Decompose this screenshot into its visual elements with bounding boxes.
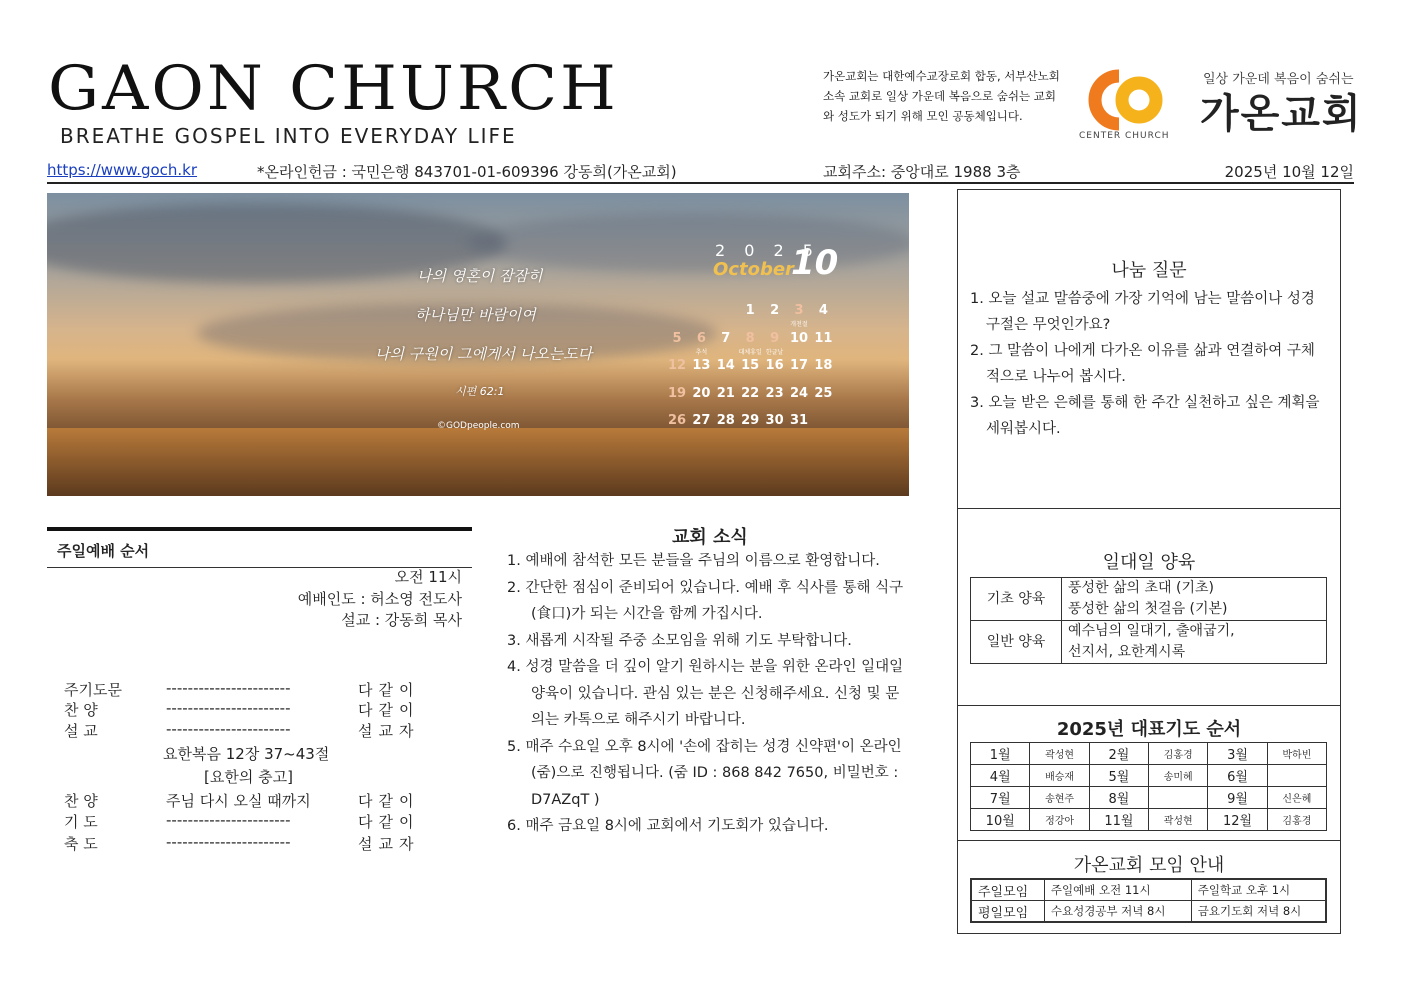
table-cell: 기초 양육 (971, 578, 1062, 621)
prayer-month: 12월 (1208, 809, 1267, 831)
order-item-content: 주님 다시 오실 때까지 (166, 792, 311, 810)
cell-line: 풍성한 삶의 초대 (기초) (1068, 580, 1214, 596)
church-title: GAON CHURCH (48, 53, 619, 125)
cell-line: 선지서, 요한계시록 (1068, 644, 1186, 660)
calendar-day: 28 (716, 413, 735, 428)
calendar-day: 6 (696, 330, 706, 346)
order-item-role: 설교자 (358, 722, 420, 740)
worship-time: 오전 11시 (394, 568, 462, 586)
news-item: 4. 성경 말씀을 더 깊이 알기 원하시는 분을 위한 온라인 일대일 양육이 있습니다. 관심 있는 분은 신청해주세요. 신청 및 문의는 카톡으로 해주시기 바랍니다. (507, 659, 904, 728)
calendar-day: 9 (770, 330, 780, 346)
calendar-day: 25 (814, 385, 833, 401)
calendar-day: 20 (692, 385, 711, 401)
calendar-month-number: 10 (791, 243, 839, 283)
order-item-role: 다같이 (358, 813, 420, 831)
divider (958, 705, 1340, 706)
order-item-label: 찬 양 (64, 701, 98, 719)
image-credit: ©GODpeople.com (437, 421, 520, 431)
table-cell (1062, 578, 1327, 621)
prayer-name: 김홍경 (1267, 809, 1326, 831)
calendar-day: 24 (789, 385, 809, 401)
question-item: 2. 그 말씀이 나에게 다가온 이유를 삶과 연결하여 구체적으로 나누어 봅시다. (970, 343, 1315, 385)
calendar-day: 17 (789, 358, 809, 373)
calendar-day: 10 (789, 330, 809, 346)
table-row (971, 578, 1327, 621)
prayer-month: 5월 (1089, 765, 1148, 787)
prayer-name: 신은혜 (1267, 787, 1326, 809)
calendar-month: October (713, 259, 794, 280)
website-link[interactable]: https://www.goch.kr (47, 161, 198, 179)
calendar-day: 13 (692, 358, 711, 373)
table-row (971, 879, 1326, 901)
prayer-month: 8월 (1089, 787, 1148, 809)
logo-caption: CENTER CHURCH (1079, 131, 1170, 141)
calendar-day: 15 (741, 358, 760, 373)
calendar-holiday-note: 한글날 (765, 348, 784, 356)
calendar-day: 21 (716, 385, 735, 401)
prayer-table (970, 742, 1327, 831)
order-item-label: 찬 양 (64, 792, 98, 810)
logo-tagline: 일상 가운데 복음이 숨쉬는 (1203, 72, 1354, 87)
church-intro: 가온교회는 대한예수교장로회 합동, 서부산노회 소속 교회로 일상 가운데 복음으로 숨쉬는 교회와 성도가 되기 위해 모인 공동체입니다. (823, 69, 1060, 123)
verse-line-1: 나의 영혼이 잠잠히 (417, 267, 543, 285)
discipleship-table (970, 577, 1327, 664)
calendar-day: 12 (667, 358, 687, 373)
table-row (971, 787, 1327, 809)
prayer-month: 2월 (1089, 743, 1148, 765)
cell-line: 풍성한 삶의 첫걸음 (기본) (1068, 601, 1228, 617)
order-item-content: ----------------------- (166, 833, 291, 851)
prayer-name: 송현주 (1030, 787, 1089, 809)
meeting-type: 주일모임 (971, 879, 1044, 901)
discipleship-title: 일대일 양육 (1102, 552, 1196, 573)
prayer-month: 4월 (971, 765, 1030, 787)
calendar-day: 11 (814, 330, 833, 346)
order-item-content: ----------------------- (166, 679, 291, 697)
church-address: 교회주소: 중앙대로 1988 3층 (823, 163, 1021, 181)
meeting-detail: 수요성경공부 저녁 8시 (1044, 901, 1191, 923)
news-item: 5. 매주 수요일 오후 8시에 '손에 잡히는 성경 신약편'이 온라인(줌)으로 진행됩니다. (줌 ID : 868 842 7650, 비밀번호 : D7AZqT ) (507, 738, 902, 808)
meeting-type: 평일모임 (971, 901, 1044, 923)
calendar-day: 30 (765, 413, 784, 428)
prayer-month: 10월 (971, 809, 1030, 831)
prayer-month: 1월 (971, 743, 1030, 765)
worship-leader: 예배인도 : 허소영 전도사 (297, 590, 462, 608)
calendar-holiday-note: 추석 (695, 348, 708, 356)
calendar-day: 26 (667, 413, 687, 428)
prayer-name: 박하빈 (1267, 743, 1326, 765)
calendar-day: 5 (672, 330, 682, 346)
order-item-role: 다같이 (358, 681, 420, 699)
right-panel (957, 189, 1341, 934)
scripture-reference: 요한복음 12장 37~43절 (163, 745, 330, 763)
verse-line-3: 나의 구원이 그에게서 나오는도다 (375, 345, 593, 363)
news-item: 3. 새롭게 시작될 주중 소모임을 위해 기도 부탁합니다. (507, 632, 852, 649)
calendar-day: 18 (814, 358, 833, 373)
worship-order-title: 주일예배 순서 (57, 542, 150, 560)
order-item-label: 축 도 (64, 835, 98, 853)
calendar-day: 4 (818, 303, 828, 318)
order-item-role: 다같이 (358, 792, 420, 810)
worship-order-header (47, 527, 472, 568)
prayer-month: 9월 (1208, 787, 1267, 809)
prayer-title: 2025년 대표기도 순서 (1056, 719, 1242, 740)
calendar-day: 3 (794, 303, 804, 318)
calendar-day: 27 (692, 413, 711, 428)
divider (958, 508, 1340, 509)
order-item-role: 설교자 (358, 835, 420, 853)
table-row (971, 743, 1327, 765)
sermon-title: [요한의 충고] (204, 768, 293, 786)
calendar-day: 29 (741, 413, 760, 428)
cell-line: 예수님의 일대기, 출애굽기, (1068, 623, 1235, 639)
prayer-name: 송미혜 (1149, 765, 1208, 787)
news-list (507, 548, 912, 840)
news-item: 1. 예배에 참석한 모든 분들을 주님의 이름으로 환영합니다. (507, 553, 880, 569)
prayer-name: 김홍경 (1149, 743, 1208, 765)
meeting-detail: 금요기도회 저녁 8시 (1191, 901, 1326, 923)
verse-line-2: 하나님만 바람이여 (415, 306, 536, 324)
table-row (971, 809, 1327, 831)
offering-info: *온라인헌금 : 국민은행 843701-01-609396 강동희(가온교회) (257, 163, 677, 181)
prayer-month: 11월 (1089, 809, 1148, 831)
calendar-day: 31 (789, 413, 809, 428)
question-item: 3. 오늘 받은 은혜를 통해 한 주간 실천하고 싶은 계획을 세워봅시다. (970, 395, 1320, 437)
calendar-day: 2 (770, 303, 780, 318)
bulletin-date: 2025년 10월 12일 (1224, 163, 1354, 181)
logo-name: 가온교회 (1200, 91, 1363, 137)
order-item-content: ----------------------- (166, 811, 291, 829)
news-title: 교회 소식 (672, 527, 748, 548)
meeting-detail: 주일학교 오후 1시 (1191, 879, 1326, 901)
questions-title: 나눔 질문 (1111, 260, 1187, 281)
calendar-day: 14 (716, 358, 735, 373)
questions-list (970, 286, 1326, 442)
table-cell: 일반 양육 (971, 621, 1062, 664)
prayer-name: 정강아 (1030, 809, 1089, 831)
calendar-year: 2 0 2 5 (715, 241, 820, 260)
calendar-holiday-note: 대체휴일 (738, 348, 762, 356)
prayer-month: 3월 (1208, 743, 1267, 765)
table-cell (1062, 621, 1327, 664)
calendar-day: 8 (745, 330, 755, 346)
verse-reference: 시편 62:1 (455, 385, 505, 398)
news-item: 2. 간단한 점심이 준비되어 있습니다. 예배 후 식사를 통해 식구(食口)가 되는 시간을 함께 가집시다. (507, 579, 904, 622)
calendar-day: 22 (741, 385, 760, 401)
meetings-title: 가온교회 모임 안내 (1073, 855, 1225, 876)
calendar-day: 19 (667, 385, 687, 401)
order-item-role: 다같이 (358, 701, 420, 719)
calendar-day: 23 (765, 385, 784, 401)
order-item-content: ----------------------- (166, 699, 291, 717)
order-item-label: 기 도 (64, 813, 98, 831)
meeting-detail: 주일예배 오전 11시 (1044, 879, 1191, 901)
worship-preacher: 설교 : 강동희 목사 (341, 611, 462, 629)
calendar-day: 7 (721, 330, 731, 346)
info-bar (47, 158, 1354, 184)
table-row (971, 621, 1327, 664)
meetings-table (970, 878, 1327, 923)
news-item: 6. 매주 금요일 8시에 교회에서 기도회가 있습니다. (507, 818, 829, 834)
prayer-name: 배승재 (1030, 765, 1089, 787)
order-item-label: 주기도문 (64, 681, 122, 699)
order-item-content: ----------------------- (166, 720, 291, 738)
church-logo-icon (1083, 62, 1163, 142)
calendar-day: 1 (745, 303, 755, 318)
prayer-name: 곽성현 (1149, 809, 1208, 831)
table-row (971, 765, 1327, 787)
prayer-month: 6월 (1208, 765, 1267, 787)
table-row (971, 901, 1326, 923)
divider (958, 840, 1340, 841)
prayer-name (1267, 765, 1326, 787)
banner-image (47, 193, 909, 496)
calendar-day: 16 (765, 358, 784, 373)
prayer-month: 7월 (971, 787, 1030, 809)
prayer-name: 곽성현 (1030, 743, 1089, 765)
question-item: 1. 오늘 설교 말씀중에 가장 기억에 남는 말씀이나 성경구절은 무엇인가요? (970, 291, 1315, 333)
calendar-holiday-note: 개천절 (790, 321, 808, 328)
prayer-name (1149, 787, 1208, 809)
church-subtitle: BREATHE GOSPEL INTO EVERYDAY LIFE (60, 124, 517, 148)
order-item-label: 설 교 (64, 722, 98, 740)
